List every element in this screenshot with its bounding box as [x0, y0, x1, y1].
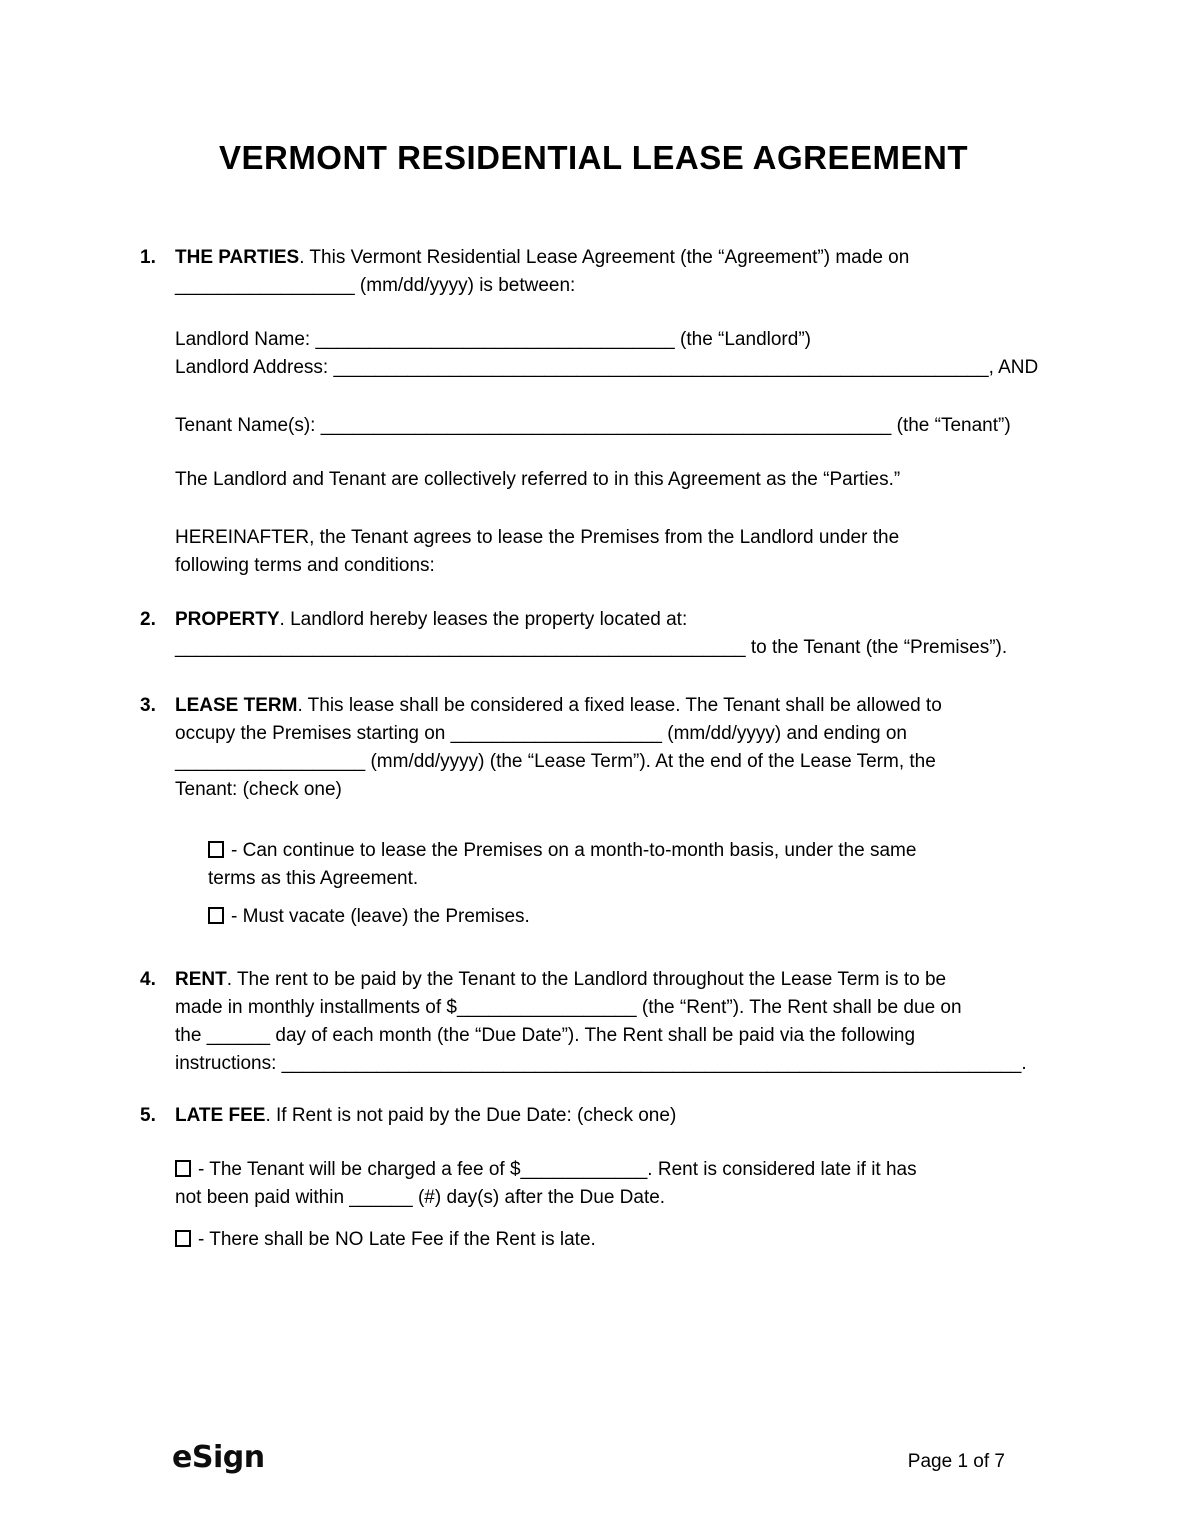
- section-3-line-4: Tenant: (check one): [175, 779, 342, 800]
- checkbox-item-no-late-fee: [175, 1226, 1147, 1254]
- landlord-name-line: Landlord Name: __________________________________ (the “Landlord”): [175, 329, 811, 350]
- checkbox-must-vacate-line: [208, 903, 1147, 931]
- section-5-text: . If Rent is not paid by the Due Date: (check one): [265, 1105, 677, 1126]
- hereinafter-paragraph: [175, 524, 1147, 580]
- section-4-line-2: made in monthly installments of $_________________ (the “Rent”). The Rent shall be due on: [175, 997, 962, 1018]
- month-to-month-checkbox[interactable]: [208, 841, 224, 858]
- section-2-text: . Landlord hereby leases the property located at:: [279, 609, 688, 630]
- checkbox-must-vacate-text: - Must vacate (leave) the Premises.: [231, 906, 530, 927]
- hereinafter-line-2: following terms and conditions:: [175, 555, 435, 576]
- section-3-heading: LEASE TERM: [175, 695, 298, 716]
- tenant-name-line: Tenant Name(s): ______________________________________________________ (the “Tenant”): [175, 415, 1011, 436]
- page-footer: [172, 1440, 1005, 1476]
- checkbox-item-late-fee-charged: [175, 1156, 1147, 1212]
- section-1-the-parties: [140, 244, 1147, 300]
- late-fee-charged-checkbox[interactable]: [175, 1160, 191, 1177]
- checkbox-month-to-month-line-1: [208, 837, 1147, 865]
- section-4-text: . The rent to be paid by the Tenant to the Landlord throughout the Lease Term is to be: [226, 969, 947, 990]
- section-4-number: 4.: [140, 969, 156, 990]
- section-5-number: 5.: [140, 1105, 156, 1126]
- checkbox-no-late-fee-line: [175, 1226, 1147, 1254]
- parties-note-line: The Landlord and Tenant are collectively referred to in this Agreement as the “Parties.”: [175, 469, 901, 490]
- checkbox-late-fee-line-2: not been paid within ______ (#) day(s) after the Due Date.: [175, 1187, 666, 1208]
- section-2-address-blank-line: ______________________________________________________ to the Tenant (the “Premises”).: [175, 637, 1008, 658]
- section-1-line-1: [175, 244, 1147, 272]
- no-late-fee-checkbox[interactable]: [175, 1230, 191, 1247]
- parties-note: [175, 466, 1147, 494]
- page-title: VERMONT RESIDENTIAL LEASE AGREEMENT: [218, 139, 969, 176]
- landlord-block: [175, 326, 1147, 382]
- section-3-lease-term: [140, 692, 1147, 804]
- section-3-line-3: __________________ (mm/dd/yyyy) (the “Lease Term”). At the end of the Lease Term, the: [175, 751, 936, 772]
- section-1-heading: THE PARTIES: [175, 247, 300, 268]
- must-vacate-checkbox[interactable]: [208, 907, 224, 924]
- section-2-property: [140, 606, 1147, 662]
- checkbox-month-to-month-line-2: terms as this Agreement.: [208, 868, 419, 889]
- section-1-number: 1.: [140, 247, 156, 268]
- checkbox-late-fee-text: - The Tenant will be charged a fee of $____________. Rent is considered late if it has: [198, 1159, 917, 1180]
- page-number: Page 1 of 7: [907, 1451, 1005, 1472]
- section-2-heading: PROPERTY: [175, 609, 280, 630]
- checkbox-item-month-to-month: [208, 837, 1147, 893]
- section-2-line-1: [175, 606, 1147, 634]
- section-3-text: . This lease shall be considered a fixed lease. The Tenant shall be allowed to: [297, 695, 942, 716]
- section-3-line-1: [175, 692, 1147, 720]
- section-4-line-3: the ______ day of each month (the “Due Date”). The Rent shall be paid via the following: [175, 1025, 916, 1046]
- hereinafter-line-1: HEREINAFTER, the Tenant agrees to lease the Premises from the Landlord under the: [175, 527, 900, 548]
- tenant-block: [175, 412, 1147, 440]
- checkbox-late-fee-line-1: [175, 1156, 1147, 1184]
- section-5-line-1: [175, 1102, 1147, 1130]
- esign-logo: eSign: [172, 1440, 265, 1475]
- section-4-heading: RENT: [175, 969, 227, 990]
- landlord-address-line: Landlord Address: ______________________________________________________________, AND: [175, 357, 1039, 378]
- section-1-date-blank-line: _________________ (mm/dd/yyyy) is between:: [175, 275, 576, 296]
- section-1-text: . This Vermont Residential Lease Agreement (the “Agreement”) made on: [299, 247, 910, 268]
- section-5-late-fee: [140, 1102, 1147, 1130]
- section-3-number: 3.: [140, 695, 156, 716]
- section-4-line-1: [175, 966, 1147, 994]
- section-4-rent: [140, 966, 1147, 1078]
- section-4-instructions-line: instructions: ______________________________________________________________________.: [175, 1053, 1027, 1074]
- checkbox-no-late-fee-text: - There shall be NO Late Fee if the Rent is late.: [198, 1229, 596, 1250]
- checkbox-item-must-vacate: [208, 903, 1147, 931]
- section-5-heading: LATE FEE: [175, 1105, 266, 1126]
- section-2-number: 2.: [140, 609, 156, 630]
- checkbox-month-to-month-text: - Can continue to lease the Premises on a month-to-month basis, under the same: [231, 840, 917, 861]
- section-3-line-2: occupy the Premises starting on ____________________ (mm/dd/yyyy) and ending on: [175, 723, 907, 744]
